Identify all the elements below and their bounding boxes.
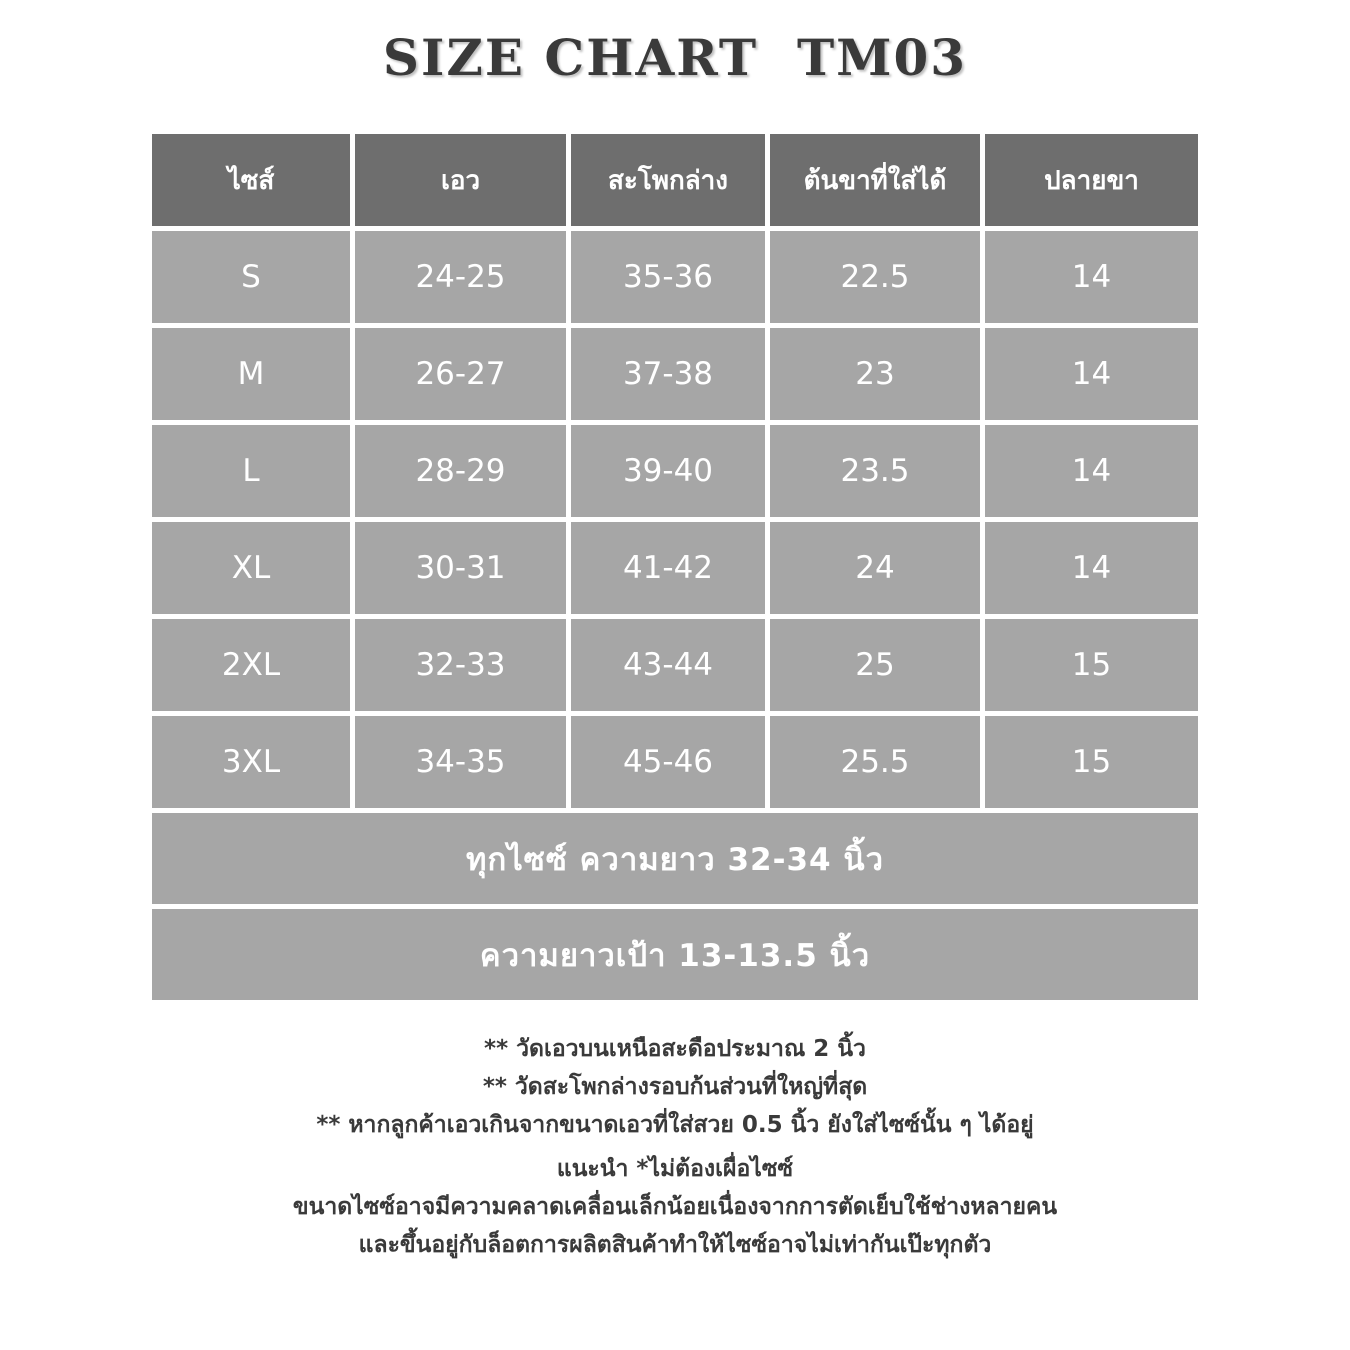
measurement-notes [0,1030,1350,1264]
note-line: ** หากลูกค้าเอวเกินจากขนาดเอวที่ใส่สวย 0.5 นิ้ว ยังใส่ไซซ์นั้น ๆ ได้อยู่ [316,1112,1034,1138]
cell-hip: 41-42 [571,522,765,614]
cell-waist: 32-33 [355,619,566,711]
cell-hip: 37-38 [571,328,765,420]
header-cell-hip: สะโพกล่าง [571,134,765,226]
cell-waist: 30-31 [355,522,566,614]
table-row [152,231,1198,323]
cell-thigh: 24 [770,522,980,614]
cell-waist: 24-25 [355,231,566,323]
header-cell-leg-opening: ปลายขา [985,134,1198,226]
rise-length-row: ความยาวเป้า 13-13.5 นิ้ว [152,909,1198,1000]
note-line: ขนาดไซซ์อาจมีความคลาดเคลื่อนเล็กน้อยเนื่องจากการตัดเย็บใช้ช่างหลายคน [292,1194,1058,1220]
note-line: ** วัดเอวบนเหนือสะดือประมาณ 2 นิ้ว [484,1036,866,1062]
size-table [152,134,1198,1005]
cell-waist: 26-27 [355,328,566,420]
page-title: SIZE CHART TM03 [382,28,968,87]
cell-size: M [152,328,350,420]
cell-leg-opening: 15 [985,716,1198,808]
cell-leg-opening: 14 [985,328,1198,420]
table-row [152,328,1198,420]
cell-thigh: 25.5 [770,716,980,808]
cell-hip: 39-40 [571,425,765,517]
cell-waist: 34-35 [355,716,566,808]
note-line: แนะนำ *ไม่ต้องเผื่อไซซ์ [556,1156,794,1182]
cell-hip: 35-36 [571,231,765,323]
cell-hip: 43-44 [571,619,765,711]
cell-thigh: 23 [770,328,980,420]
header-cell-size: ไซส์ [152,134,350,226]
cell-size: XL [152,522,350,614]
cell-leg-opening: 14 [985,231,1198,323]
cell-thigh: 23.5 [770,425,980,517]
cell-size: S [152,231,350,323]
cell-waist: 28-29 [355,425,566,517]
cell-thigh: 25 [770,619,980,711]
note-line: ** วัดสะโพกล่างรอบก้นส่วนที่ใหญ่ที่สุด [482,1074,868,1100]
cell-hip: 45-46 [571,716,765,808]
table-row [152,522,1198,614]
cell-leg-opening: 15 [985,619,1198,711]
header-cell-waist: เอว [355,134,566,226]
header-cell-thigh: ต้นขาที่ใส่ได้ [770,134,980,226]
cell-size: 2XL [152,619,350,711]
table-row [152,425,1198,517]
cell-leg-opening: 14 [985,522,1198,614]
cell-leg-opening: 14 [985,425,1198,517]
table-header-row [152,134,1198,226]
cell-size: 3XL [152,716,350,808]
note-line: และขึ้นอยู่กับล็อตการผลิตสินค้าทำให้ไซซ์อาจไม่เท่ากันเป๊ะทุกตัว [358,1232,992,1258]
cell-size: L [152,425,350,517]
table-row [152,619,1198,711]
total-length-row: ทุกไซซ์ ความยาว 32-34 นิ้ว [152,813,1198,904]
cell-thigh: 22.5 [770,231,980,323]
table-row [152,716,1198,808]
